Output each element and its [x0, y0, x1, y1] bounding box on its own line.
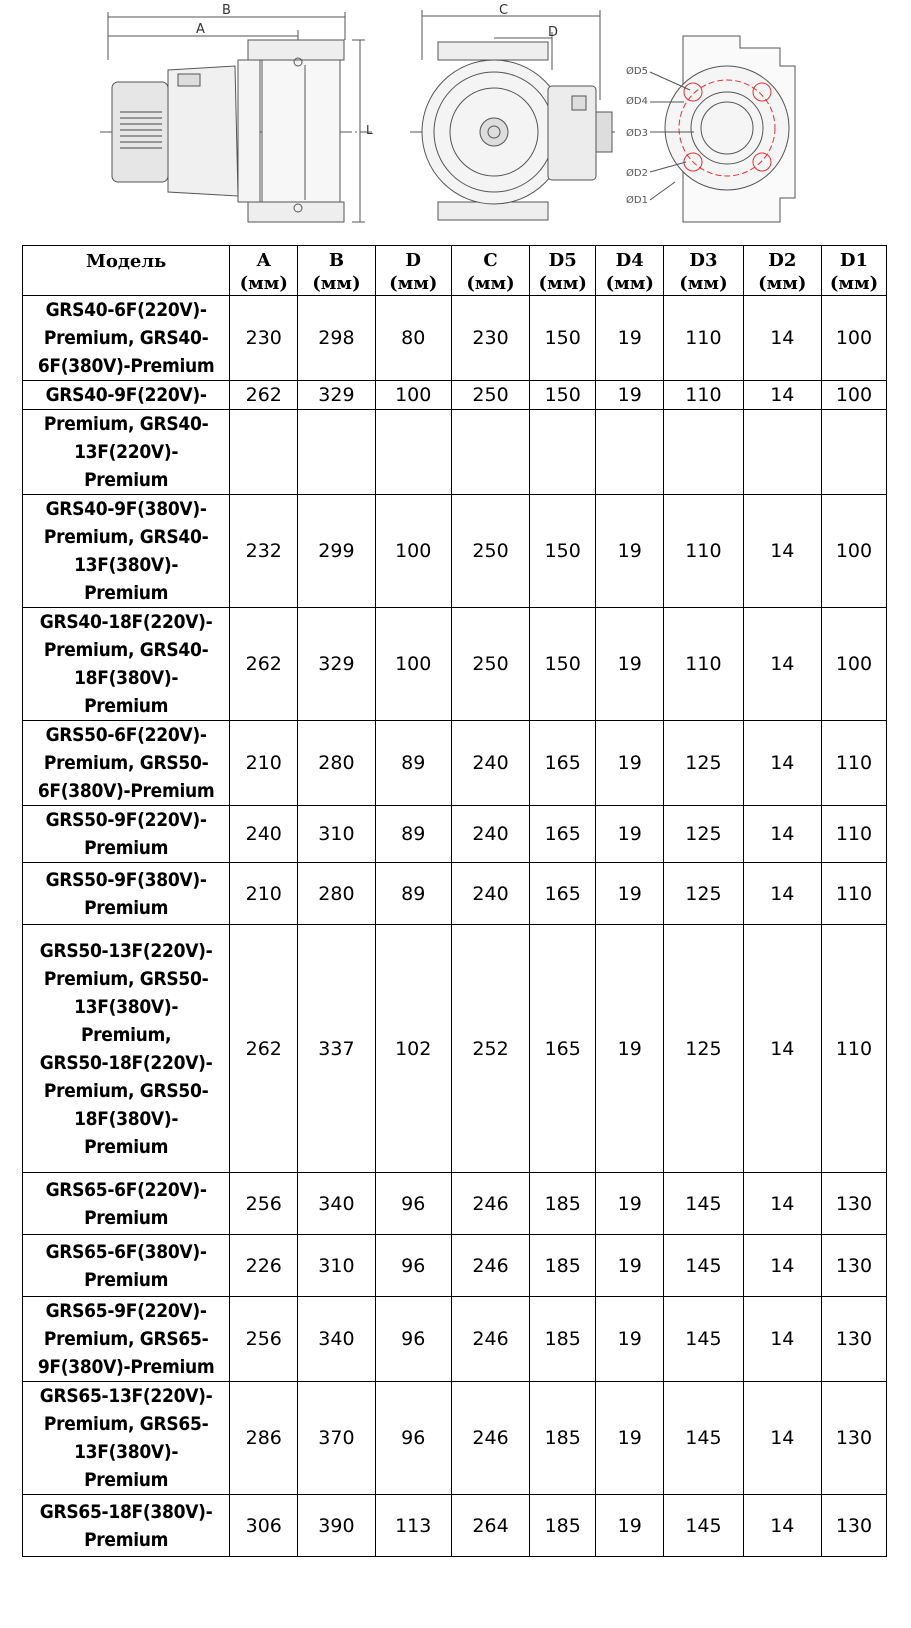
model-name-line: 6F(380V)-Premium: [37, 355, 215, 377]
column-header-unit: (мм): [758, 273, 807, 294]
value-cell-d2: 14: [743, 1235, 821, 1297]
value-cell-d4: [596, 410, 664, 495]
model-name-line: Premium, GRS65-: [43, 1328, 209, 1350]
value-cell-d3: 110: [664, 495, 743, 608]
table-row: [23, 1173, 887, 1235]
column-header-name: D2: [768, 250, 797, 271]
value-cell-d1: 130: [821, 1297, 886, 1382]
value-cell-c: 250: [451, 608, 529, 721]
value-cell-d1: 100: [821, 381, 886, 410]
model-name-line: GRS50-9F(380V)-: [45, 868, 207, 891]
model-name-line: Premium: [84, 469, 169, 491]
model-cell: [23, 721, 230, 806]
value-cell-d2: 14: [743, 1173, 821, 1235]
model-name-line: 13F(380V)-: [74, 1441, 179, 1463]
value-cell-d: [375, 410, 451, 495]
model-name-line: 13F(220V)-: [74, 441, 179, 463]
flange-label-d2: ØD2: [626, 168, 648, 179]
value-cell-b: [298, 410, 375, 495]
column-header-unit: (мм): [239, 273, 288, 294]
column-header-name: A: [256, 250, 271, 271]
model-name-line: Premium: [84, 582, 169, 604]
model-name-line: Premium: [84, 1206, 169, 1229]
dimensions-table: [22, 245, 887, 1557]
model-name-line: GRS50-13F(220V)-: [39, 939, 213, 962]
model-cell: [23, 296, 230, 381]
model-cell: [23, 410, 230, 495]
column-header-name: D1: [839, 250, 869, 271]
value-cell-a: 262: [230, 925, 298, 1173]
model-name-line: Premium: [84, 695, 169, 717]
model-name-line: GRS40-9F(220V)-: [45, 384, 207, 406]
value-cell-d: 96: [375, 1297, 451, 1382]
column-header-unit: (мм): [605, 273, 654, 294]
value-cell-d4: 19: [596, 1382, 664, 1495]
value-cell-c: 250: [451, 381, 529, 410]
model-name-line: 18F(380V)-: [74, 667, 179, 689]
value-cell-d1: 130: [821, 1235, 886, 1297]
value-cell-d2: 14: [743, 381, 821, 410]
value-cell-d3: 125: [664, 806, 743, 863]
value-cell-d1: 110: [821, 806, 886, 863]
value-cell-d4: 19: [596, 1173, 664, 1235]
column-header-unit: (мм): [829, 273, 879, 294]
model-name-line: Premium: [84, 896, 169, 919]
value-cell-d4: 19: [596, 1235, 664, 1297]
value-cell-b: 329: [298, 381, 375, 410]
model-name-line: Premium,: [80, 1023, 172, 1046]
value-cell-d4: 19: [596, 925, 664, 1173]
column-header-c: [451, 246, 529, 296]
model-name-line: GRS65-6F(220V)-: [45, 1178, 207, 1201]
value-cell-d2: 14: [743, 806, 821, 863]
value-cell-d5: 165: [530, 721, 596, 806]
model-name-line: GRS65-18F(380V)-: [39, 1500, 213, 1523]
model-cell: [23, 1495, 230, 1557]
value-cell-a: 232: [230, 495, 298, 608]
table-row: [23, 925, 887, 1173]
model-name-line: Premium: [84, 1528, 169, 1551]
dim-label-a: A: [196, 22, 205, 37]
value-cell-c: [451, 410, 529, 495]
value-cell-d3: 110: [664, 296, 743, 381]
model-name-line: GRS65-9F(220V)-: [45, 1300, 207, 1322]
value-cell-d: 113: [375, 1495, 451, 1557]
value-cell-d5: 150: [530, 608, 596, 721]
table-row: [23, 721, 887, 806]
model-cell: [23, 806, 230, 863]
column-header-name: D: [405, 250, 422, 271]
column-header-unit: (мм): [538, 273, 587, 294]
value-cell-a: [230, 410, 298, 495]
column-header-name: C: [483, 250, 498, 271]
model-cell: [23, 1382, 230, 1495]
model-name-line: 9F(380V)-Premium: [37, 1356, 215, 1378]
value-cell-d3: 125: [664, 925, 743, 1173]
model-name-line: GRS40-9F(380V)-: [45, 498, 207, 520]
column-header-name: D5: [548, 250, 577, 271]
value-cell-c: 240: [451, 863, 529, 925]
value-cell-d3: 125: [664, 721, 743, 806]
value-cell-d: 89: [375, 863, 451, 925]
value-cell-c: 246: [451, 1235, 529, 1297]
model-cell: [23, 608, 230, 721]
value-cell-a: 262: [230, 608, 298, 721]
value-cell-b: 340: [298, 1173, 375, 1235]
value-cell-d1: 110: [821, 925, 886, 1173]
value-cell-a: 226: [230, 1235, 298, 1297]
value-cell-d3: 145: [664, 1235, 743, 1297]
value-cell-b: 310: [298, 1235, 375, 1297]
column-header-b: [298, 246, 375, 296]
dim-label-b: B: [222, 3, 231, 18]
dim-label-d: D: [548, 25, 559, 40]
model-name-line: Premium: [84, 1135, 169, 1158]
value-cell-c: 240: [451, 721, 529, 806]
table-row: [23, 1235, 887, 1297]
value-cell-d: 80: [375, 296, 451, 381]
table-row: [23, 608, 887, 721]
model-name-line: GRS65-6F(380V)-: [45, 1240, 207, 1263]
model-name-line: Premium: [84, 1469, 169, 1491]
flange-label-d5: ØD5: [626, 66, 648, 77]
flange-label-d1: ØD1: [626, 195, 648, 206]
value-cell-d5: 150: [530, 381, 596, 410]
value-cell-d1: 110: [821, 721, 886, 806]
value-cell-d4: 19: [596, 381, 664, 410]
model-name-line: 18F(380V)-: [74, 1107, 179, 1130]
value-cell-d4: 19: [596, 608, 664, 721]
value-cell-d1: 130: [821, 1382, 886, 1495]
value-cell-d4: 19: [596, 863, 664, 925]
value-cell-a: 256: [230, 1173, 298, 1235]
model-name-line: GRS50-9F(220V)-: [45, 809, 207, 831]
value-cell-a: 210: [230, 721, 298, 806]
value-cell-d2: 14: [743, 1382, 821, 1495]
value-cell-d3: 110: [664, 608, 743, 721]
pump-front-view: [410, 10, 615, 220]
column-header-unit: (мм): [312, 273, 361, 294]
value-cell-b: 310: [298, 806, 375, 863]
value-cell-d: 89: [375, 721, 451, 806]
flange-label-d3: ØD3: [626, 128, 648, 139]
value-cell-d3: 125: [664, 863, 743, 925]
column-header-name: Модель: [85, 251, 167, 272]
value-cell-d: 100: [375, 381, 451, 410]
value-cell-d: 96: [375, 1382, 451, 1495]
column-header-d1: [821, 246, 886, 296]
model-name-line: Premium, GRS65-: [43, 1413, 209, 1435]
column-header-unit: (мм): [466, 273, 515, 294]
value-cell-d1: 100: [821, 608, 886, 721]
model-name-line: Premium, GRS40-: [43, 526, 209, 548]
flange-view: [650, 36, 795, 222]
model-name-line: 6F(380V)-Premium: [37, 780, 215, 802]
value-cell-d4: 19: [596, 495, 664, 608]
model-name-line: Premium: [84, 1268, 169, 1291]
model-cell: [23, 1297, 230, 1382]
value-cell-d: 100: [375, 608, 451, 721]
value-cell-a: 230: [230, 296, 298, 381]
value-cell-b: 298: [298, 296, 375, 381]
value-cell-c: 250: [451, 495, 529, 608]
value-cell-d3: 145: [664, 1297, 743, 1382]
column-header-unit: (мм): [389, 273, 438, 294]
model-name-line: GRS65-13F(220V)-: [39, 1385, 213, 1407]
column-header-d5: [530, 246, 596, 296]
value-cell-d4: 19: [596, 806, 664, 863]
value-cell-a: 256: [230, 1297, 298, 1382]
value-cell-d3: 145: [664, 1173, 743, 1235]
value-cell-d: 96: [375, 1173, 451, 1235]
value-cell-d1: 100: [821, 495, 886, 608]
pump-dimension-drawings: [0, 0, 911, 240]
value-cell-a: 286: [230, 1382, 298, 1495]
column-header-model: [23, 246, 230, 296]
value-cell-c: 246: [451, 1297, 529, 1382]
model-cell: [23, 863, 230, 925]
value-cell-d5: 150: [530, 296, 596, 381]
column-header-name: B: [328, 250, 345, 271]
table-row: [23, 1495, 887, 1557]
column-header-d: [375, 246, 451, 296]
value-cell-d3: 110: [664, 381, 743, 410]
model-name-line: GRS40-18F(220V)-: [39, 611, 213, 633]
value-cell-d1: 130: [821, 1495, 886, 1557]
table-row: [23, 863, 887, 925]
table-row: [23, 806, 887, 863]
value-cell-c: 230: [451, 296, 529, 381]
column-header-d3: [664, 246, 743, 296]
model-name-line: Premium, GRS40-: [43, 327, 209, 349]
value-cell-d5: 185: [530, 1495, 596, 1557]
value-cell-d4: 19: [596, 296, 664, 381]
value-cell-d5: 185: [530, 1382, 596, 1495]
model-cell: [23, 381, 230, 410]
value-cell-d: 100: [375, 495, 451, 608]
value-cell-b: 329: [298, 608, 375, 721]
value-cell-d5: 165: [530, 925, 596, 1173]
value-cell-b: 337: [298, 925, 375, 1173]
value-cell-c: 264: [451, 1495, 529, 1557]
model-cell: [23, 495, 230, 608]
column-header-a: [230, 246, 298, 296]
model-name-line: GRS50-18F(220V)-: [39, 1051, 213, 1074]
table-header-row: [23, 246, 887, 296]
model-name-line: Premium, GRS50-: [43, 752, 209, 774]
model-name-line: Premium, GRS50-: [43, 1079, 209, 1102]
value-cell-b: 340: [298, 1297, 375, 1382]
model-name-line: Premium: [84, 837, 169, 859]
value-cell-d: 96: [375, 1235, 451, 1297]
value-cell-d2: 14: [743, 721, 821, 806]
value-cell-d1: 130: [821, 1173, 886, 1235]
value-cell-d4: 19: [596, 1495, 664, 1557]
value-cell-d5: 150: [530, 495, 596, 608]
value-cell-c: 246: [451, 1382, 529, 1495]
value-cell-d2: 14: [743, 296, 821, 381]
value-cell-c: 252: [451, 925, 529, 1173]
value-cell-d1: 110: [821, 863, 886, 925]
model-cell: [23, 1235, 230, 1297]
model-cell: [23, 1173, 230, 1235]
value-cell-d4: 19: [596, 1297, 664, 1382]
value-cell-d5: 165: [530, 863, 596, 925]
value-cell-b: 280: [298, 721, 375, 806]
value-cell-d5: 165: [530, 806, 596, 863]
table-row: [23, 296, 887, 381]
value-cell-d4: 19: [596, 721, 664, 806]
value-cell-d5: 185: [530, 1235, 596, 1297]
value-cell-d3: 145: [664, 1495, 743, 1557]
value-cell-b: 280: [298, 863, 375, 925]
value-cell-d2: 14: [743, 863, 821, 925]
value-cell-c: 246: [451, 1173, 529, 1235]
table-row: [23, 495, 887, 608]
table-row: [23, 1382, 887, 1495]
column-header-name: D4: [615, 250, 644, 271]
value-cell-d5: [530, 410, 596, 495]
value-cell-d5: 185: [530, 1173, 596, 1235]
value-cell-c: 240: [451, 806, 529, 863]
model-cell: [23, 925, 230, 1173]
model-name-line: 13F(380V)-: [74, 554, 179, 576]
model-name-line: Premium, GRS40-: [43, 639, 209, 661]
model-name-line: 13F(380V)-: [74, 995, 179, 1018]
table-row: [23, 381, 887, 410]
value-cell-d: 89: [375, 806, 451, 863]
value-cell-d3: [664, 410, 743, 495]
value-cell-b: 299: [298, 495, 375, 608]
value-cell-d3: 145: [664, 1382, 743, 1495]
value-cell-a: 306: [230, 1495, 298, 1557]
column-header-name: D3: [689, 250, 718, 271]
value-cell-d2: 14: [743, 495, 821, 608]
value-cell-a: 262: [230, 381, 298, 410]
column-header-unit: (мм): [679, 273, 728, 294]
value-cell-a: 210: [230, 863, 298, 925]
model-name-line: Premium, GRS50-: [43, 967, 209, 990]
column-header-d4: [596, 246, 664, 296]
value-cell-d5: 185: [530, 1297, 596, 1382]
model-name-line: GRS50-6F(220V)-: [45, 724, 207, 746]
value-cell-d2: 14: [743, 1297, 821, 1382]
model-name-line: Premium, GRS40-: [43, 413, 209, 435]
table-row: [23, 410, 887, 495]
value-cell-d1: [821, 410, 886, 495]
model-name-line: GRS40-6F(220V)-: [45, 299, 207, 321]
value-cell-a: 240: [230, 806, 298, 863]
value-cell-d1: 100: [821, 296, 886, 381]
dim-label-l: L: [366, 123, 373, 137]
table-row: [23, 1297, 887, 1382]
value-cell-d: 102: [375, 925, 451, 1173]
column-header-d2: [743, 246, 821, 296]
value-cell-d2: 14: [743, 608, 821, 721]
flange-label-d4: ØD4: [626, 96, 648, 107]
value-cell-d2: [743, 410, 821, 495]
dim-label-c: C: [499, 3, 509, 18]
value-cell-d2: 14: [743, 1495, 821, 1557]
value-cell-b: 390: [298, 1495, 375, 1557]
value-cell-d2: 14: [743, 925, 821, 1173]
value-cell-b: 370: [298, 1382, 375, 1495]
pump-side-view: [0, 0, 911, 240]
